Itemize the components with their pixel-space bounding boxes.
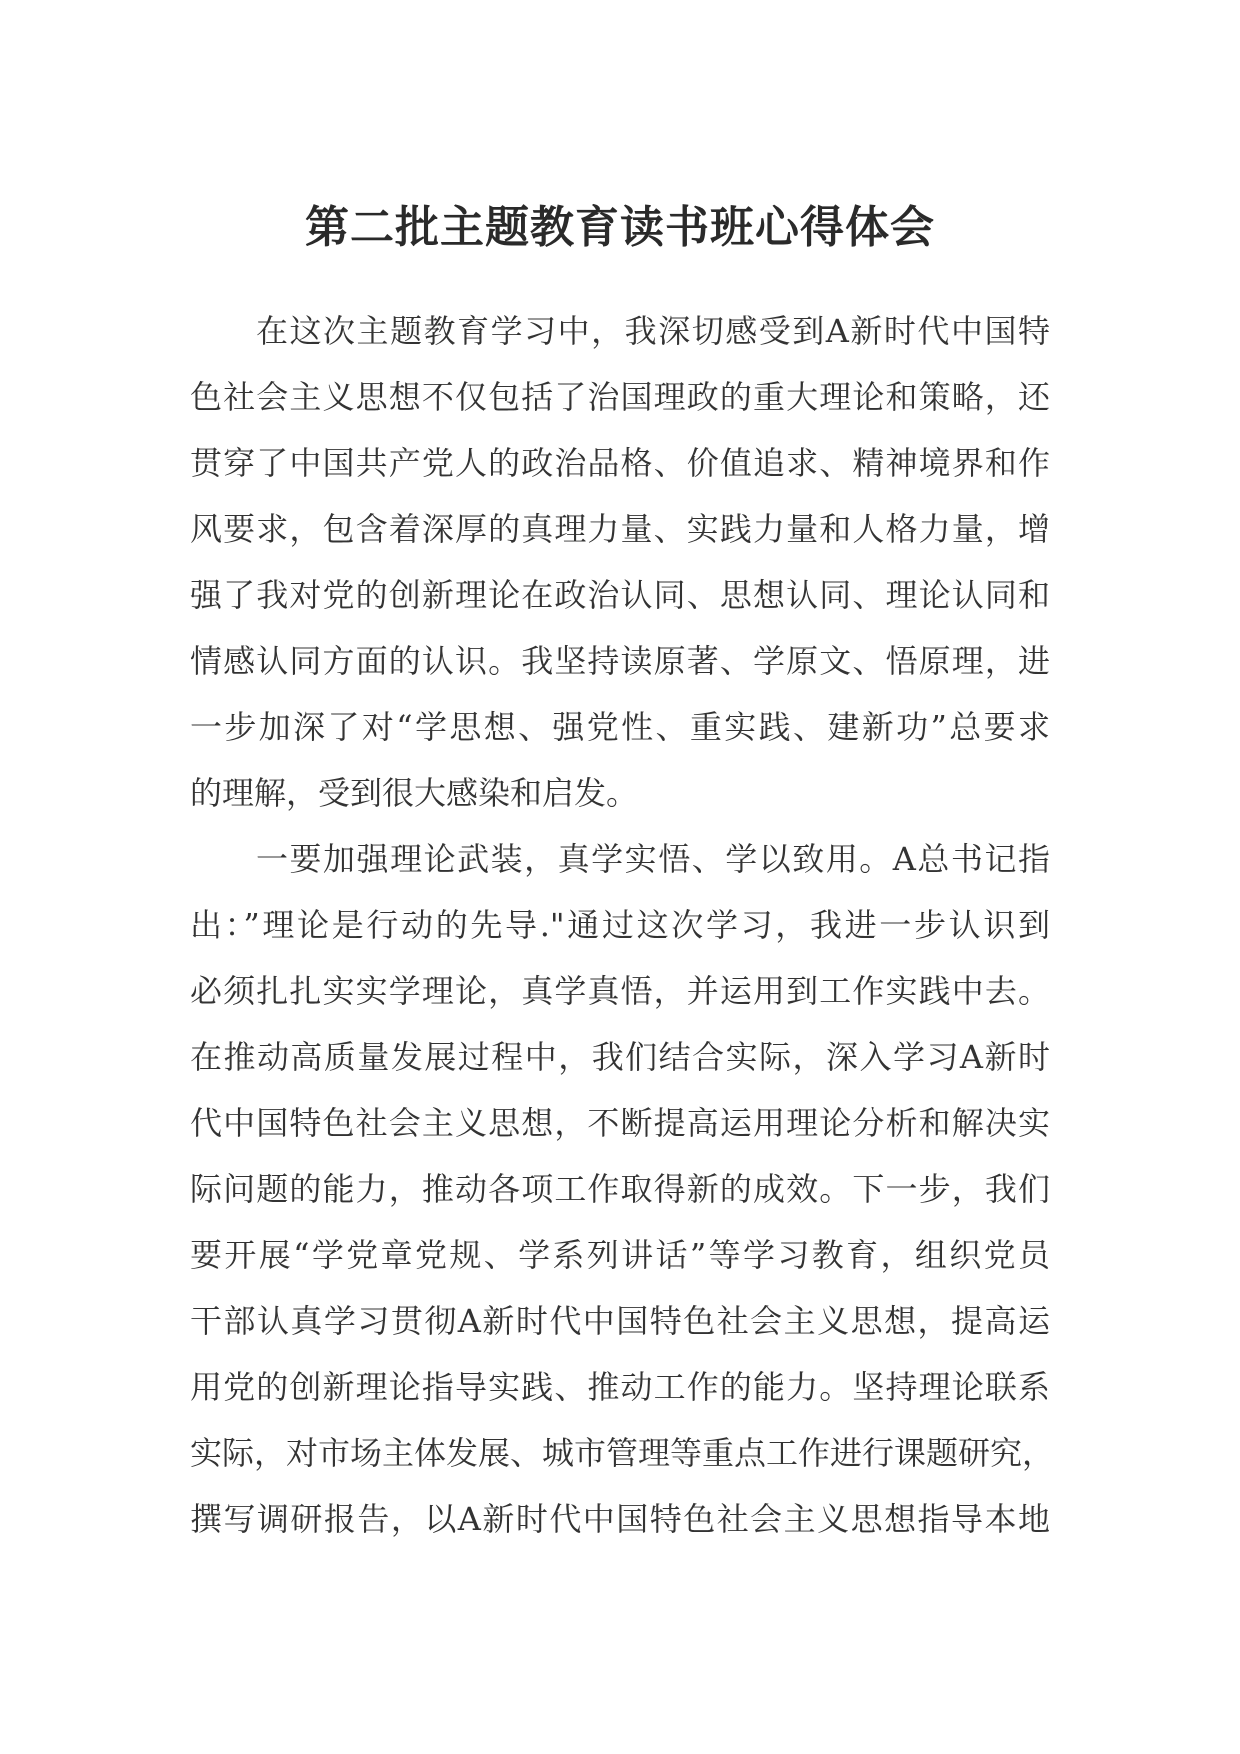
paragraph-2-line-1: 一要加强理论武装，真学实悟、学以致用。A总书记指 <box>256 840 1050 878</box>
paragraph-2-line-6: 际问题的能力，推动各项工作取得新的成效。下一步，我们 <box>190 1170 1050 1208</box>
paragraph-1-line-4: 风要求，包含着深厚的真理力量、实践力量和人格力量，增 <box>190 510 1050 548</box>
document-title: 第二批主题教育读书班心得体会 <box>305 202 935 253</box>
paragraph-1-line-7: 一步加深了对“学思想、强党性、重实践、建新功”总要求 <box>190 708 1050 746</box>
paragraph-1-line-8: 的理解，受到很大感染和启发。 <box>190 774 639 812</box>
paragraph-1-line-5: 强了我对党的创新理论在政治认同、思想认同、理论认同和 <box>190 576 1050 614</box>
paragraph-2-line-3: 必须扎扎实实学理论，真学真悟，并运用到工作实践中去。 <box>190 972 1050 1010</box>
paragraph-1-line-3: 贯穿了中国共产党人的政治品格、价值追求、精神境界和作 <box>190 444 1050 482</box>
paragraph-2-line-4: 在推动高质量发展过程中，我们结合实际，深入学习A新时 <box>190 1038 1050 1076</box>
paragraph-2-line-7: 要开展“学党章党规、学系列讲话”等学习教育，组织党员 <box>190 1236 1050 1274</box>
paragraph-2-line-8: 干部认真学习贯彻A新时代中国特色社会主义思想，提高运 <box>190 1302 1050 1340</box>
paragraph-1-line-6: 情感认同方面的认识。我坚持读原著、学原文、悟原理，进 <box>190 642 1050 680</box>
paragraph-2-line-9: 用党的创新理论指导实践、推动工作的能力。坚持理论联系 <box>190 1368 1050 1406</box>
paragraph-1-line-2: 色社会主义思想不仅包括了治国理政的重大理论和策略，还 <box>190 378 1050 416</box>
paragraph-2-line-10: 实际，对市场主体发展、城市管理等重点工作进行课题研究， <box>190 1434 1055 1472</box>
paragraph-2-line-11: 撰写调研报告，以A新时代中国特色社会主义思想指导本地 <box>190 1500 1050 1538</box>
paragraph-1-line-1: 在这次主题教育学习中，我深切感受到A新时代中国特 <box>256 312 1050 350</box>
document-body <box>190 298 1055 1552</box>
paragraph-2-line-5: 代中国特色社会主义思想，不断提高运用理论分析和解决实 <box>190 1104 1050 1142</box>
paragraph-2-line-2: 出：”理论是行动的先导."通过这次学习，我进一步认识到 <box>190 906 1050 944</box>
